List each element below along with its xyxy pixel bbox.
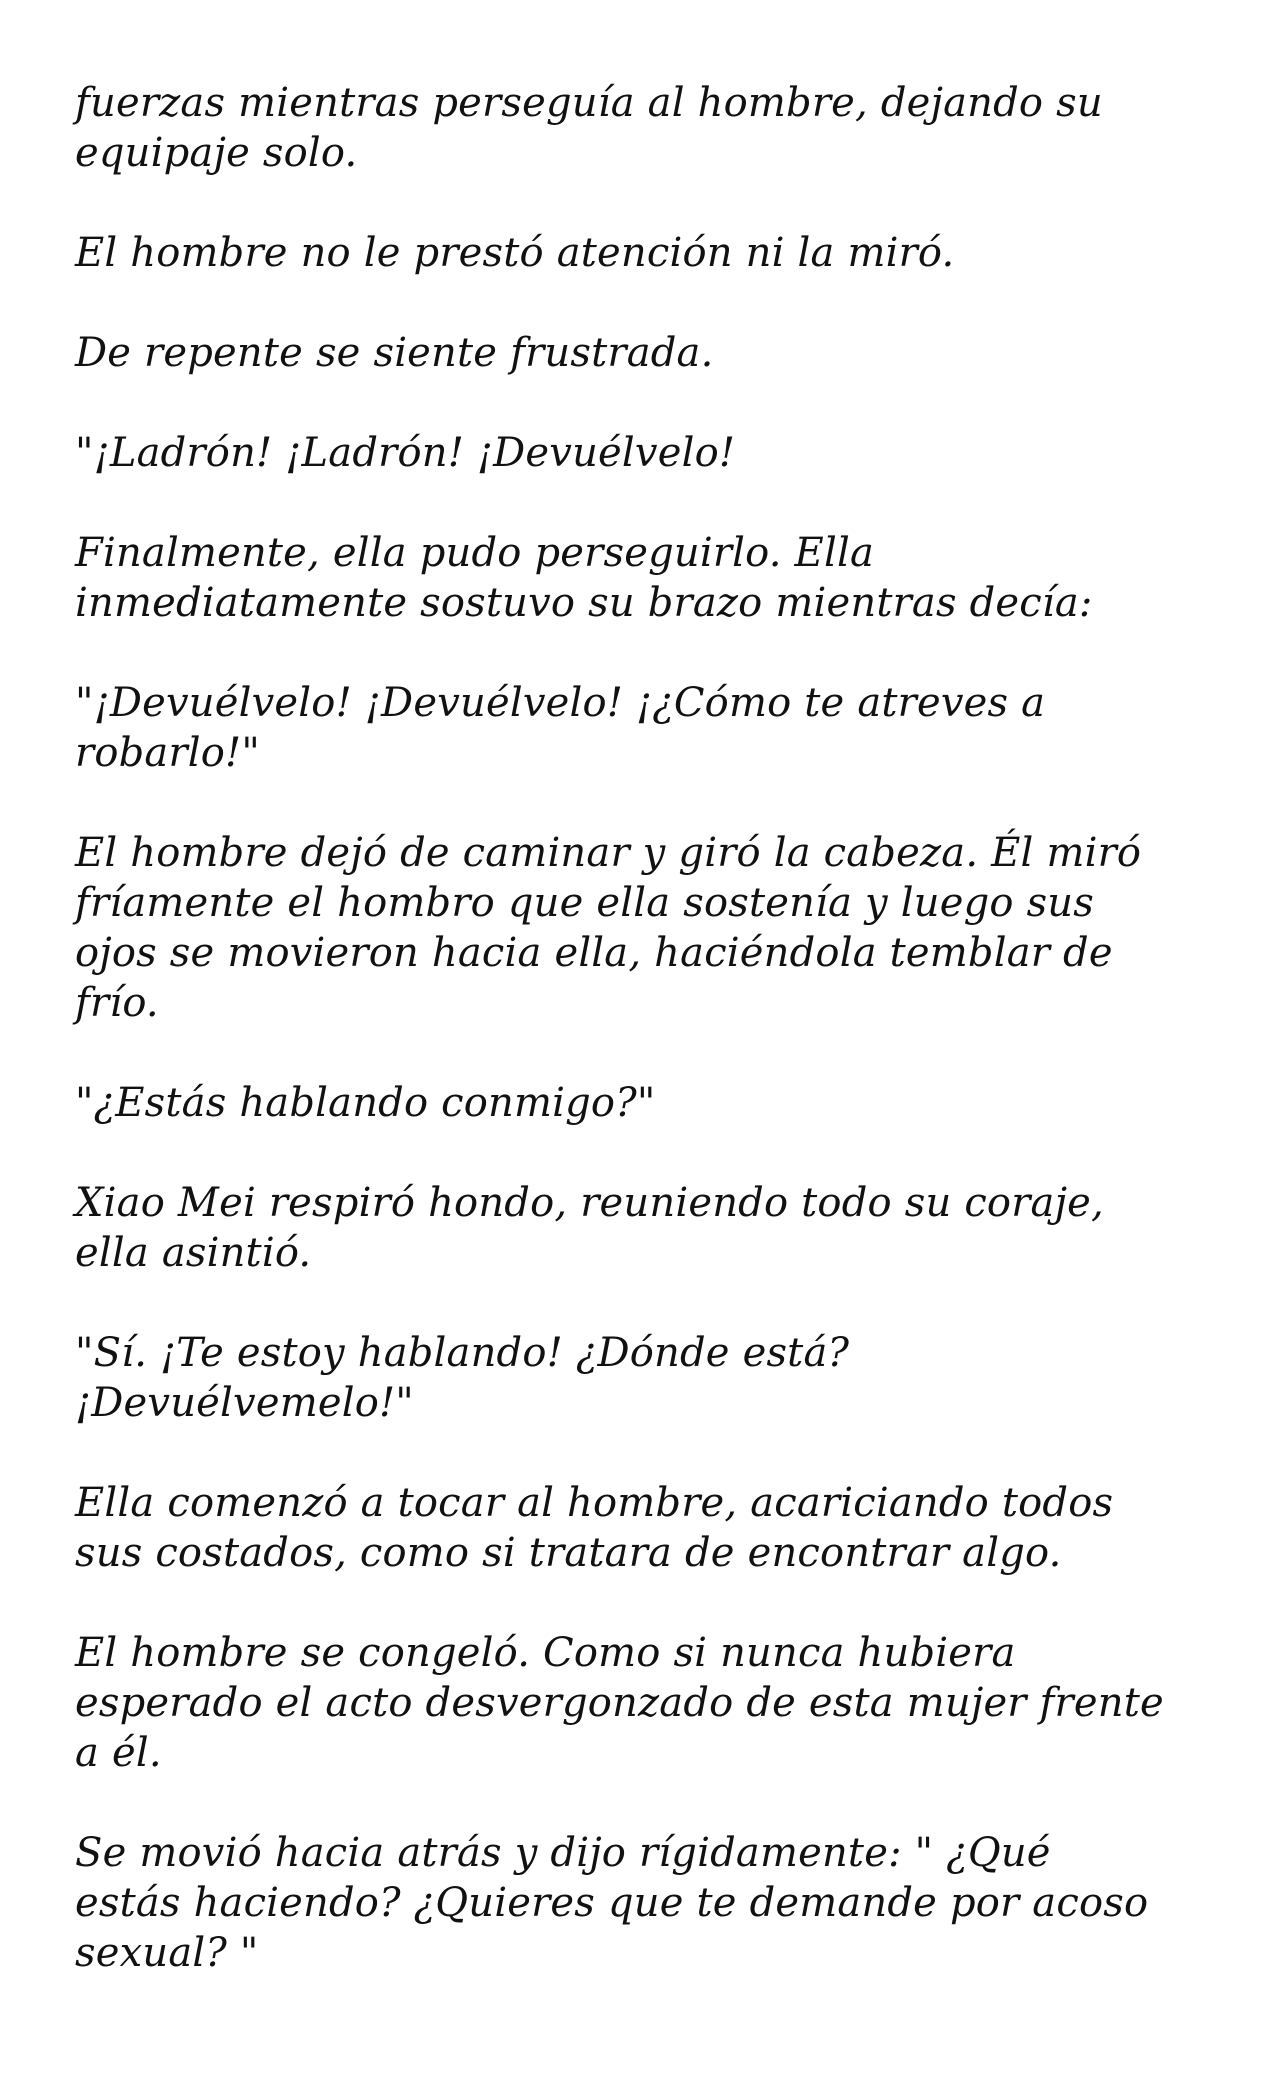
text-line: fuerzas mientras perseguía al hombre, dejando su [75,80,1103,126]
text-line: Xiao Mei respiró hondo, reuniendo todo su coraje, [75,1180,1104,1226]
text-line: sexual? " [75,1930,259,1976]
text-line: "Sí. ¡Te estoy hablando! ¿Dónde está? [75,1330,850,1376]
paragraph [75,78,1215,178]
text-line: El hombre no le prestó atención ni la miró. [75,230,955,276]
paragraph [75,1328,1215,1428]
text-line: Se movió hacia atrás y dijo rígidamente: " ¿Qué [75,1830,1051,1876]
text-line: inmediatamente sostuvo su brazo mientras decía: [75,580,1093,626]
text-line: estás haciendo? ¿Quieres que te demande por acoso [75,1880,1149,1926]
text-line: Ella comenzó a tocar al hombre, acariciando todos [75,1480,1114,1526]
text-line: ¡Devuélvemelo!" [75,1380,414,1426]
text-line: esperado el acto desvergonzado de esta mujer frente [75,1680,1164,1726]
text-line: fríamente el hombro que ella sostenía y luego sus [75,880,1094,926]
text-line: ojos se movieron hacia ella, haciéndola temblar de [75,930,1113,976]
paragraph [75,228,1215,278]
paragraph [75,528,1215,628]
document-page [75,78,1215,2028]
text-line: De repente se siente frustrada. [75,330,714,376]
text-line: sus costados, como si tratara de encontrar algo. [75,1530,1062,1576]
text-line: El hombre se congeló. Como si nunca hubiera [75,1630,1016,1676]
text-line: a él. [75,1730,162,1776]
paragraph [75,328,1215,378]
paragraph [75,1478,1215,1578]
paragraph [75,1078,1215,1128]
text-line: equipaje solo. [75,130,358,176]
paragraph [75,1628,1215,1778]
paragraph [75,1178,1215,1278]
text-line: El hombre dejó de caminar y giró la cabeza. Él miró [75,830,1142,876]
text-line: robarlo!" [75,730,260,776]
text-line: ella asintió. [75,1230,312,1276]
text-line: "¿Estás hablando conmigo?" [75,1080,656,1126]
paragraph [75,428,1215,478]
text-line: "¡Devuélvelo! ¡Devuélvelo! ¡¿Cómo te atreves a [75,680,1046,726]
text-line: "¡Ladrón! ¡Ladrón! ¡Devuélvelo! [75,430,736,476]
text-line: frío. [75,980,159,1026]
text-line: Finalmente, ella pudo perseguirlo. Ella [75,530,874,576]
paragraph [75,678,1215,778]
paragraph [75,1828,1215,1978]
paragraph [75,828,1215,1028]
